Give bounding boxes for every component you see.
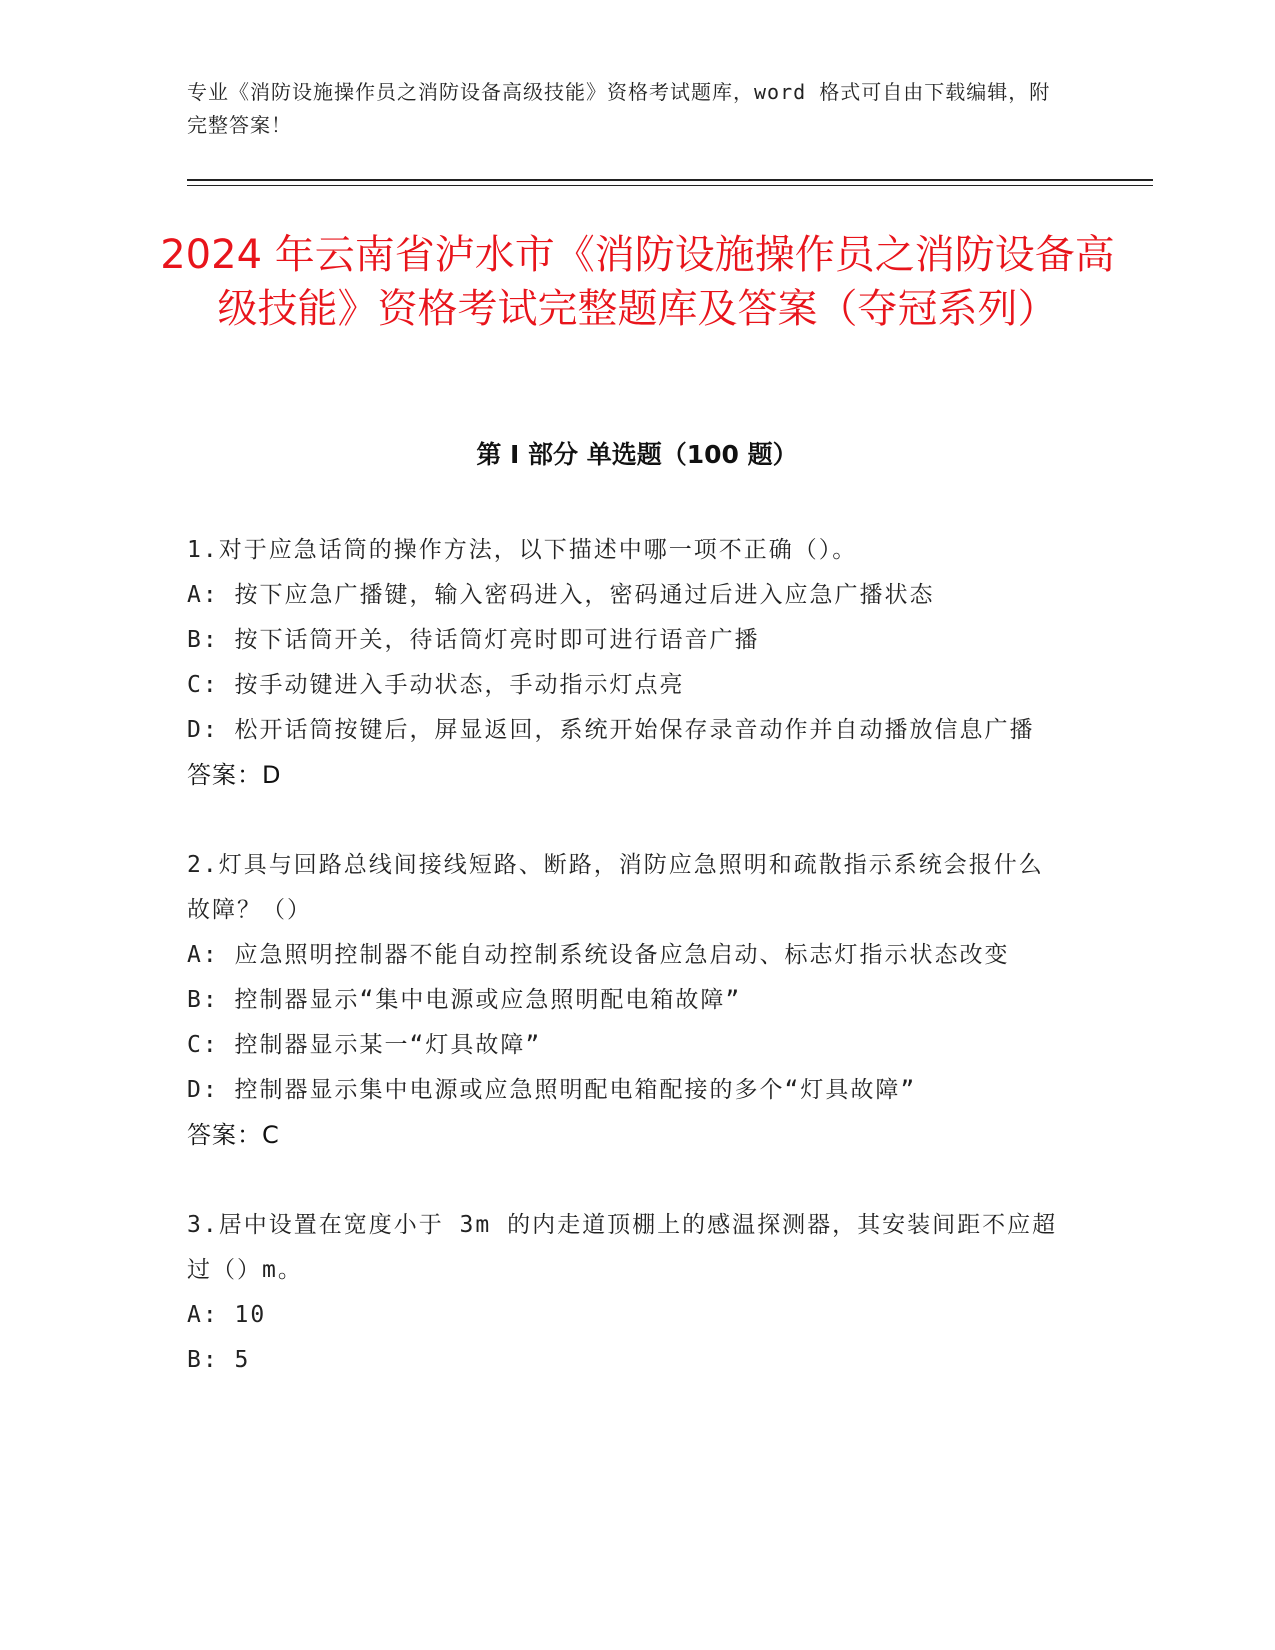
- option-b: B: 按下话筒开关，待话筒灯亮时即可进行语音广播: [187, 627, 760, 653]
- question-stem: 1.对于应急话筒的操作方法，以下描述中哪一项不正确（）。: [187, 537, 858, 563]
- option-c: C: 控制器显示某一“灯具故障”: [187, 1032, 542, 1058]
- header-note: 专业《消防设施操作员之消防设备高级技能》资格考试题库，word 格式可自由下载编辑，附完整答案！: [187, 80, 1051, 137]
- option-a: A: 应急照明控制器不能自动控制系统设备应急启动、标志灯指示状态改变: [187, 942, 1010, 968]
- section-title: 第 I 部分 单选题（100 题）: [476, 440, 798, 469]
- header-divider-thin: [187, 185, 1153, 186]
- question-2: [187, 843, 1067, 1158]
- answer: 答案：D: [187, 761, 282, 789]
- document-title: 2024 年云南省泸水市《消防设施操作员之消防设备高级技能》资格考试完整题库及答案（夺冠系列）: [160, 232, 1115, 332]
- question-stem: 2.灯具与回路总线间接线短路、断路，消防应急照明和疏散指示系统会报什么故障？（）: [187, 852, 1044, 923]
- option-b: B: 5: [187, 1347, 251, 1373]
- option-d: D: 控制器显示集中电源或应急照明配电箱配接的多个“灯具故障”: [187, 1077, 917, 1103]
- option-a: A: 按下应急广播键，输入密码进入，密码通过后进入应急广播状态: [187, 582, 935, 608]
- option-c: C: 按手动键进入手动状态，手动指示灯点亮: [187, 672, 685, 698]
- question-3: [187, 1203, 1067, 1383]
- question-stem: 3.居中设置在宽度小于 3m 的内走道顶棚上的感温探测器，其安装间距不应超过（）m。: [187, 1212, 1058, 1283]
- option-b: B: 控制器显示“集中电源或应急照明配电箱故障”: [187, 987, 742, 1013]
- option-d: D: 松开话筒按键后，屏显返回，系统开始保存录音动作并自动播放信息广播: [187, 717, 1035, 743]
- answer: 答案：C: [187, 1121, 280, 1149]
- option-a: A: 10: [187, 1302, 267, 1328]
- header-divider-thick: [187, 179, 1153, 181]
- question-list: [187, 528, 1067, 1383]
- question-1: [187, 528, 1067, 798]
